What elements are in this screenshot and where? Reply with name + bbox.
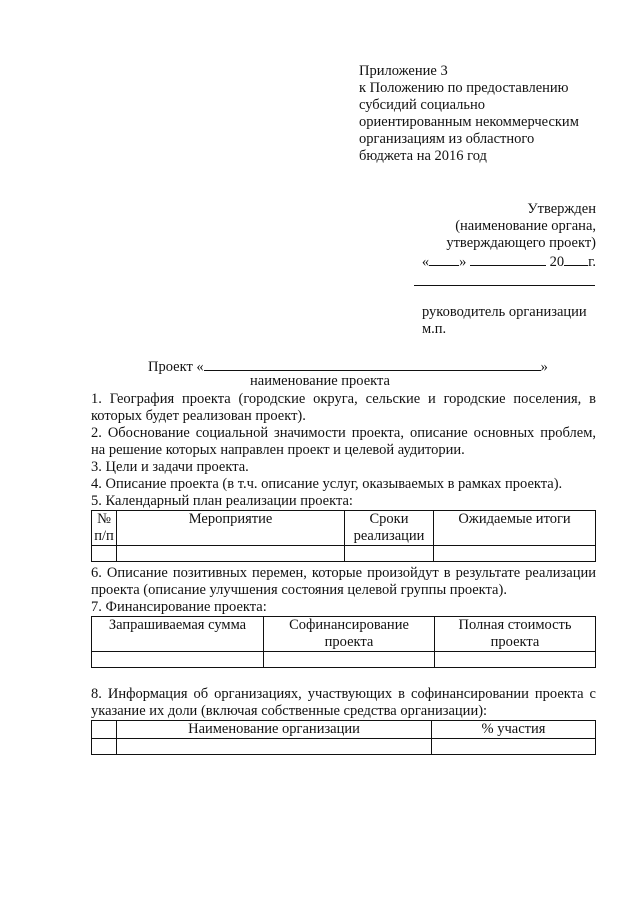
table-cell[interactable] bbox=[264, 652, 435, 668]
plan-col-results: Ожидаемые итоги bbox=[434, 511, 596, 546]
table-cell[interactable] bbox=[92, 546, 117, 562]
orgs-col-share: % участия bbox=[432, 721, 596, 739]
appendix-line: субсидий социально bbox=[359, 97, 486, 113]
table-cell[interactable] bbox=[434, 546, 596, 562]
stamp-caption: м.п. bbox=[422, 321, 447, 337]
signer-caption: руководитель организации bbox=[422, 304, 587, 320]
approved-label: Утвержден bbox=[527, 201, 596, 217]
finance-col-total: Полная стоимость проекта bbox=[435, 617, 596, 652]
plan-table bbox=[91, 510, 596, 562]
section-6: 6. Описание позитивных перемен, которые произойдут в результате реализации проекта (описание улучшения состояния целевой группы проекта). bbox=[91, 565, 596, 598]
approval-date[interactable]: « » 20 г. bbox=[421, 254, 596, 270]
section-7: 7. Финансирование проекта: bbox=[91, 599, 267, 615]
plan-col-event: Мероприятие bbox=[117, 511, 345, 546]
section-5: 5. Календарный план реализации проекта: bbox=[91, 493, 353, 509]
orgs-col-num bbox=[92, 721, 117, 739]
form-body bbox=[91, 391, 596, 755]
project-title: Проект « » bbox=[148, 359, 548, 375]
table-cell[interactable] bbox=[117, 739, 432, 755]
finance-col-requested: Запрашиваемая сумма bbox=[92, 617, 264, 652]
section-3: 3. Цели и задачи проекта. bbox=[91, 459, 249, 475]
table-cell[interactable] bbox=[435, 652, 596, 668]
orgs-col-name: Наименование организации bbox=[117, 721, 432, 739]
approval-block bbox=[422, 201, 596, 271]
project-name-caption: наименование проекта bbox=[250, 373, 390, 389]
appendix-line: к Положению по предоставлению bbox=[359, 80, 569, 96]
plan-col-terms: Сроки реализации bbox=[345, 511, 434, 546]
table-cell[interactable] bbox=[92, 652, 264, 668]
signature-block bbox=[422, 304, 587, 338]
project-name-blank[interactable] bbox=[204, 357, 541, 371]
section-4: 4. Описание проекта (в т.ч. описание услуг, оказываемых в рамках проекта). bbox=[91, 476, 563, 492]
appendix-header bbox=[359, 63, 609, 165]
appendix-line: Приложение 3 bbox=[359, 63, 448, 79]
table-cell[interactable] bbox=[117, 546, 345, 562]
month-blank[interactable] bbox=[470, 252, 546, 266]
table-cell[interactable] bbox=[345, 546, 434, 562]
signature-line[interactable] bbox=[414, 285, 595, 286]
plan-col-num: № п/п bbox=[92, 511, 117, 546]
organ-caption: (наименование органа, bbox=[455, 218, 596, 234]
appendix-line: организациям из областного bbox=[359, 131, 535, 147]
appendix-line: ориентированным некоммерческим bbox=[359, 114, 579, 130]
section-2: 2. Обоснование социальной значимости проекта, описание основных проблем, на решение которых направлен проект и целевой аудитории. bbox=[91, 425, 596, 458]
organ-caption: утверждающего проект) bbox=[446, 235, 596, 251]
orgs-table bbox=[91, 720, 596, 755]
section-8: 8. Информация об организациях, участвующих в софинансировании проекта с указание их доли (включая собственные средства организации): bbox=[91, 686, 596, 719]
finance-col-cofinancing: Софинансирование проекта bbox=[264, 617, 435, 652]
table-cell[interactable] bbox=[92, 739, 117, 755]
table-cell[interactable] bbox=[432, 739, 596, 755]
section-1: 1. География проекта (городские округа, сельские и городские поселения, в которых будет реализован проект). bbox=[91, 391, 596, 424]
year-blank[interactable] bbox=[564, 252, 588, 266]
appendix-line: бюджета на 2016 год bbox=[359, 148, 487, 164]
finance-table bbox=[91, 616, 596, 668]
day-blank[interactable] bbox=[429, 252, 459, 266]
